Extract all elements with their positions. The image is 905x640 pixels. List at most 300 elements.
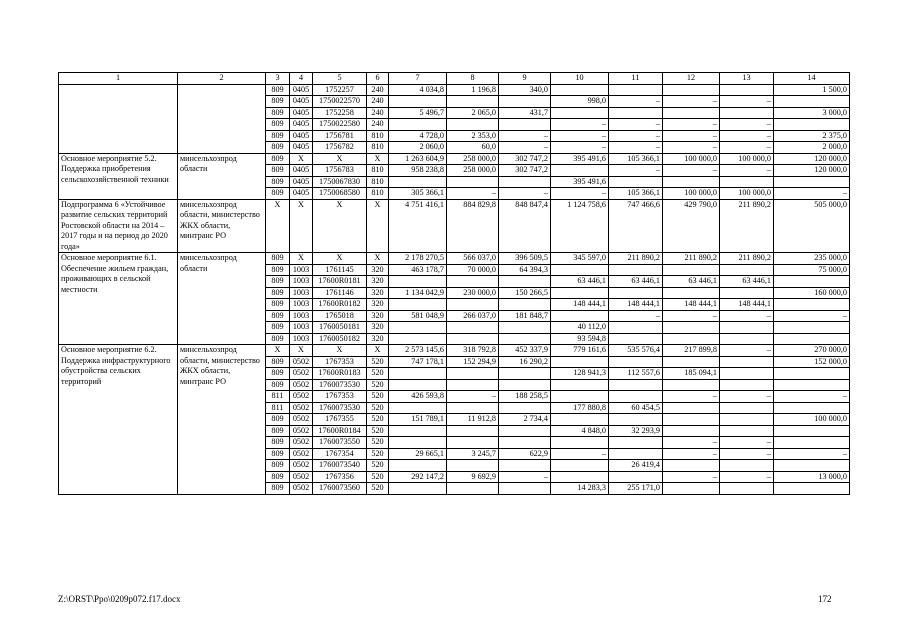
table-cell xyxy=(720,414,774,426)
table-cell xyxy=(774,96,850,108)
table-cell: – xyxy=(663,471,720,483)
table-cell xyxy=(389,299,447,311)
table-cell: 396 509,5 xyxy=(499,253,551,265)
table-cell: – xyxy=(663,119,720,131)
table-cell: 4 728,0 xyxy=(389,130,447,142)
table-cell xyxy=(663,84,720,96)
table-cell: 2 000,0 xyxy=(774,142,850,154)
table-cell: 395 491,6 xyxy=(551,176,609,188)
table-cell: – xyxy=(720,391,774,403)
table-cell: 270 000,0 xyxy=(774,345,850,357)
table-cell: 1750022570 xyxy=(313,96,367,108)
table-cell: – xyxy=(663,391,720,403)
table-cell: – xyxy=(663,448,720,460)
table-cell xyxy=(389,176,447,188)
table-cell: 998,0 xyxy=(551,96,609,108)
table-cell xyxy=(499,276,551,288)
table-cell: 320 xyxy=(367,333,389,345)
table-cell: 63 446,1 xyxy=(720,276,774,288)
table-cell xyxy=(720,460,774,472)
executor-name xyxy=(178,84,266,153)
table-cell: 809 xyxy=(266,153,290,165)
table-cell: X xyxy=(266,345,290,357)
table-cell xyxy=(499,460,551,472)
table-cell xyxy=(663,264,720,276)
table-cell: 1003 xyxy=(290,322,313,334)
table-cell: 60,0 xyxy=(447,142,499,154)
table-cell: 809 xyxy=(266,130,290,142)
table-cell: 463 178,7 xyxy=(389,264,447,276)
table-cell xyxy=(720,107,774,119)
table-cell xyxy=(499,119,551,131)
table-cell xyxy=(447,483,499,495)
table-cell: 40 112,0 xyxy=(551,322,609,334)
table-cell xyxy=(609,356,663,368)
table-cell xyxy=(663,322,720,334)
table-cell xyxy=(774,368,850,380)
table-cell: 211 890,2 xyxy=(720,253,774,265)
table-cell: 320 xyxy=(367,287,389,299)
column-header: 7 xyxy=(389,73,447,85)
table-cell xyxy=(774,119,850,131)
table-cell xyxy=(774,299,850,311)
table-cell xyxy=(720,402,774,414)
table-cell: 2 065,0 xyxy=(447,107,499,119)
table-cell: 17600R0183 xyxy=(313,368,367,380)
table-cell: 4 034,8 xyxy=(389,84,447,96)
table-cell: – xyxy=(663,142,720,154)
table-cell: 2 353,0 xyxy=(447,130,499,142)
table-cell xyxy=(499,176,551,188)
table-cell: 0502 xyxy=(290,448,313,460)
table-cell: 211 890,2 xyxy=(609,253,663,265)
table-cell xyxy=(609,264,663,276)
table-cell xyxy=(774,425,850,437)
footer-page-number: 172 xyxy=(818,594,832,604)
table-cell xyxy=(551,107,609,119)
table-cell: 1752258 xyxy=(313,107,367,119)
table-cell: – xyxy=(663,96,720,108)
column-header: 4 xyxy=(290,73,313,85)
table-cell: 520 xyxy=(367,437,389,449)
table-cell xyxy=(551,165,609,177)
table-cell: 3 000,0 xyxy=(774,107,850,119)
table-cell xyxy=(551,264,609,276)
table-cell: X xyxy=(313,153,367,165)
table-cell: 9 692,9 xyxy=(447,471,499,483)
table-cell xyxy=(389,368,447,380)
table-cell xyxy=(609,333,663,345)
table-cell xyxy=(551,391,609,403)
table-cell: 809 xyxy=(266,471,290,483)
table-cell: 581 048,9 xyxy=(389,310,447,322)
table-cell: 809 xyxy=(266,142,290,154)
table-cell: 128 941,3 xyxy=(551,368,609,380)
column-header: 14 xyxy=(774,73,850,85)
table-cell: 520 xyxy=(367,425,389,437)
table-cell: – xyxy=(499,471,551,483)
table-cell xyxy=(720,264,774,276)
table-cell xyxy=(551,471,609,483)
table-row xyxy=(59,84,850,96)
table-cell: 809 xyxy=(266,356,290,368)
table-cell: 1765018 xyxy=(313,310,367,322)
table-cell: 17600R0181 xyxy=(313,276,367,288)
table-cell xyxy=(389,437,447,449)
header-row xyxy=(59,73,850,85)
table-cell: – xyxy=(720,310,774,322)
table-cell: 320 xyxy=(367,264,389,276)
table-cell: 240 xyxy=(367,119,389,131)
table-cell xyxy=(499,425,551,437)
table-cell xyxy=(551,437,609,449)
table-cell xyxy=(389,402,447,414)
table-cell xyxy=(609,471,663,483)
table-cell: 148 444,1 xyxy=(720,299,774,311)
table-cell xyxy=(389,425,447,437)
table-cell xyxy=(774,402,850,414)
table-cell: 1760073560 xyxy=(313,483,367,495)
table-cell: 75 000,0 xyxy=(774,264,850,276)
table-cell: – xyxy=(774,188,850,200)
table-cell: 320 xyxy=(367,299,389,311)
table-cell: 810 xyxy=(367,142,389,154)
table-cell xyxy=(720,379,774,391)
table-cell: 520 xyxy=(367,402,389,414)
table-cell: 809 xyxy=(266,414,290,426)
table-cell: 0405 xyxy=(290,176,313,188)
table-cell: 152 000,0 xyxy=(774,356,850,368)
table-cell: – xyxy=(447,188,499,200)
table-cell: 63 446,1 xyxy=(551,276,609,288)
table-cell: 809 xyxy=(266,460,290,472)
table-cell: X xyxy=(266,199,290,253)
table-cell: X xyxy=(290,345,313,357)
table-cell xyxy=(551,310,609,322)
executor-name: минсельхозпрод области xyxy=(178,253,266,345)
table-cell: 240 xyxy=(367,96,389,108)
table-cell: X xyxy=(367,253,389,265)
table-cell: 0502 xyxy=(290,425,313,437)
table-cell: 809 xyxy=(266,379,290,391)
table-cell: 148 444,1 xyxy=(551,299,609,311)
executor-name: минсельхозпрод области xyxy=(178,153,266,199)
table-cell: 810 xyxy=(367,188,389,200)
table-cell: 0502 xyxy=(290,471,313,483)
table-cell: 431,7 xyxy=(499,107,551,119)
table-cell: 520 xyxy=(367,414,389,426)
table-cell xyxy=(663,402,720,414)
table-cell xyxy=(663,425,720,437)
table-cell xyxy=(447,368,499,380)
table-cell xyxy=(447,119,499,131)
table-cell: 320 xyxy=(367,310,389,322)
table-cell xyxy=(447,276,499,288)
table-cell: – xyxy=(663,437,720,449)
table-cell: – xyxy=(720,119,774,131)
table-cell xyxy=(609,322,663,334)
table-cell: 105 366,1 xyxy=(609,188,663,200)
table-cell: – xyxy=(551,142,609,154)
table-cell: X xyxy=(290,253,313,265)
table-cell: 177 880,8 xyxy=(551,402,609,414)
table-cell: 0502 xyxy=(290,368,313,380)
table-cell xyxy=(551,287,609,299)
table-cell: 0502 xyxy=(290,437,313,449)
table-cell: 1760050182 xyxy=(313,333,367,345)
table-cell: 809 xyxy=(266,107,290,119)
table-cell xyxy=(609,437,663,449)
table-cell xyxy=(720,425,774,437)
table-cell: 2 060,0 xyxy=(389,142,447,154)
table-cell: – xyxy=(663,130,720,142)
table-cell: – xyxy=(774,448,850,460)
table-cell: 1756782 xyxy=(313,142,367,154)
table-cell: 809 xyxy=(266,84,290,96)
column-header: 13 xyxy=(720,73,774,85)
table-cell: 0502 xyxy=(290,356,313,368)
table-cell: 809 xyxy=(266,483,290,495)
footer-file-path: Z:\ORST\Ppo\0209p072.f17.docx xyxy=(58,594,181,604)
table-cell: 29 665,1 xyxy=(389,448,447,460)
table-cell xyxy=(663,483,720,495)
table-cell: X xyxy=(313,199,367,253)
table-cell: 2 734,4 xyxy=(499,414,551,426)
table-cell: 0405 xyxy=(290,84,313,96)
table-cell: 0405 xyxy=(290,119,313,131)
table-cell: 302 747,2 xyxy=(499,153,551,165)
table-cell xyxy=(551,414,609,426)
table-cell: – xyxy=(609,130,663,142)
table-cell: 520 xyxy=(367,483,389,495)
table-cell: 266 037,0 xyxy=(447,310,499,322)
table-cell xyxy=(499,379,551,391)
table-cell: 151 789,1 xyxy=(389,414,447,426)
table-cell: X xyxy=(290,199,313,253)
table-cell: 0405 xyxy=(290,188,313,200)
table-cell: X xyxy=(313,345,367,357)
table-cell xyxy=(720,322,774,334)
table-cell: 535 576,4 xyxy=(609,345,663,357)
table-cell: 426 593,8 xyxy=(389,391,447,403)
table-cell: 1756783 xyxy=(313,165,367,177)
table-cell xyxy=(499,333,551,345)
table-cell xyxy=(389,119,447,131)
table-cell: 2 178 270,5 xyxy=(389,253,447,265)
table-cell: 240 xyxy=(367,107,389,119)
table-cell: 0502 xyxy=(290,402,313,414)
table-cell: 429 790,0 xyxy=(663,199,720,253)
table-cell: 181 848,7 xyxy=(499,310,551,322)
table-cell: 0405 xyxy=(290,96,313,108)
column-header: 11 xyxy=(609,73,663,85)
table-cell: 1 124 758,6 xyxy=(551,199,609,253)
table-cell xyxy=(720,356,774,368)
table-cell xyxy=(609,448,663,460)
table-cell: 520 xyxy=(367,356,389,368)
table-row xyxy=(59,153,850,165)
table-cell: 2 375,0 xyxy=(774,130,850,142)
table-cell: 345 597,0 xyxy=(551,253,609,265)
table-cell xyxy=(389,276,447,288)
table-cell: 185 094,1 xyxy=(663,368,720,380)
table-cell: – xyxy=(447,391,499,403)
table-cell: 188 258,5 xyxy=(499,391,551,403)
table-cell: 235 000,0 xyxy=(774,253,850,265)
table-cell: – xyxy=(499,130,551,142)
table-cell: 11 912,8 xyxy=(447,414,499,426)
table-cell: 520 xyxy=(367,471,389,483)
table-cell: 63 446,1 xyxy=(663,276,720,288)
table-cell: – xyxy=(551,130,609,142)
table-cell: 0502 xyxy=(290,414,313,426)
table-cell: – xyxy=(499,188,551,200)
column-header: 9 xyxy=(499,73,551,85)
table-cell xyxy=(663,356,720,368)
table-cell: 809 xyxy=(266,437,290,449)
table-cell: 320 xyxy=(367,322,389,334)
table-cell: 809 xyxy=(266,333,290,345)
table-cell: 1767356 xyxy=(313,471,367,483)
table-cell: 1760073550 xyxy=(313,437,367,449)
table-cell: X xyxy=(290,153,313,165)
table-cell: 809 xyxy=(266,253,290,265)
table-cell xyxy=(774,176,850,188)
table-cell xyxy=(720,368,774,380)
table-cell: 811 xyxy=(266,402,290,414)
table-cell: 0502 xyxy=(290,379,313,391)
table-cell xyxy=(447,96,499,108)
executor-name: минсельхозпрод области, министерство ЖКХ области, минтранс РО xyxy=(178,345,266,495)
table-cell xyxy=(609,176,663,188)
table-cell: – xyxy=(774,391,850,403)
table-cell: 60 454,5 xyxy=(609,402,663,414)
table-cell xyxy=(447,299,499,311)
table-cell: 340,0 xyxy=(499,84,551,96)
table-cell xyxy=(609,414,663,426)
table-cell: 520 xyxy=(367,368,389,380)
table-cell: 1760073540 xyxy=(313,460,367,472)
table-cell: 120 000,0 xyxy=(774,165,850,177)
table-cell xyxy=(389,379,447,391)
table-cell: – xyxy=(609,165,663,177)
table-cell xyxy=(551,379,609,391)
table-cell xyxy=(499,96,551,108)
table-cell: 302 747,2 xyxy=(499,165,551,177)
table-cell: 211 890,2 xyxy=(663,253,720,265)
table-cell: 747 178,1 xyxy=(389,356,447,368)
table-cell: 848 847,4 xyxy=(499,199,551,253)
table-cell: 148 444,1 xyxy=(609,299,663,311)
table-cell: 112 557,6 xyxy=(609,368,663,380)
table-cell: 4 848,0 xyxy=(551,425,609,437)
table-cell xyxy=(774,322,850,334)
table-cell xyxy=(389,96,447,108)
table-cell xyxy=(774,437,850,449)
table-cell: 100 000,0 xyxy=(774,414,850,426)
table-cell: 809 xyxy=(266,425,290,437)
table-cell: – xyxy=(720,437,774,449)
table-cell: – xyxy=(663,165,720,177)
table-cell xyxy=(663,333,720,345)
table-cell: – xyxy=(551,119,609,131)
column-header: 6 xyxy=(367,73,389,85)
table-cell xyxy=(720,483,774,495)
table-cell: 3 245,7 xyxy=(447,448,499,460)
table-cell: 64 394,3 xyxy=(499,264,551,276)
budget-table xyxy=(58,72,850,495)
table-cell: – xyxy=(720,448,774,460)
table-cell: – xyxy=(774,310,850,322)
table-cell xyxy=(499,368,551,380)
table-cell: 0405 xyxy=(290,142,313,154)
table-cell: 318 792,8 xyxy=(447,345,499,357)
table-cell: 809 xyxy=(266,188,290,200)
table-cell: – xyxy=(720,96,774,108)
table-cell: – xyxy=(720,142,774,154)
table-cell xyxy=(774,379,850,391)
table-cell: 100 000,0 xyxy=(720,188,774,200)
table-cell xyxy=(663,176,720,188)
table-cell: 622,9 xyxy=(499,448,551,460)
table-cell: 14 283,3 xyxy=(551,483,609,495)
table-cell: 1003 xyxy=(290,287,313,299)
table-cell: 809 xyxy=(266,287,290,299)
table-cell xyxy=(389,483,447,495)
table-cell: 809 xyxy=(266,119,290,131)
program-name: Подпрограмма 6 «Устойчивое развитие сельских территорий Ростовской области на 2014 – 2017 годы и на период до 2020 года» xyxy=(59,199,178,253)
table-cell: 1 134 042,9 xyxy=(389,287,447,299)
table-cell: 505 000,0 xyxy=(774,199,850,253)
table-cell xyxy=(551,460,609,472)
table-cell: 17600R0182 xyxy=(313,299,367,311)
table-cell: 1760050181 xyxy=(313,322,367,334)
table-cell: 0502 xyxy=(290,391,313,403)
program-name: Основное мероприятие 6.2. Поддержка инфраструктурного обустройства сельских территорий xyxy=(59,345,178,495)
table-cell xyxy=(389,460,447,472)
table-cell: 1 263 604,9 xyxy=(389,153,447,165)
table-cell: – xyxy=(663,310,720,322)
table-cell xyxy=(720,287,774,299)
table-cell: 120 000,0 xyxy=(774,153,850,165)
column-header: 2 xyxy=(178,73,266,85)
table-cell xyxy=(499,402,551,414)
table-row xyxy=(59,199,850,253)
table-cell: 810 xyxy=(367,165,389,177)
table-cell: 809 xyxy=(266,299,290,311)
table-cell: 809 xyxy=(266,176,290,188)
table-cell xyxy=(663,107,720,119)
table-cell: 240 xyxy=(367,84,389,96)
table-cell: 26 419,4 xyxy=(609,460,663,472)
table-cell xyxy=(774,276,850,288)
table-cell: 292 147,2 xyxy=(389,471,447,483)
table-cell xyxy=(447,437,499,449)
table-cell: – xyxy=(499,142,551,154)
table-cell: – xyxy=(609,96,663,108)
table-cell: 1003 xyxy=(290,333,313,345)
table-cell: 958 238,8 xyxy=(389,165,447,177)
table-cell xyxy=(609,379,663,391)
table-cell: 452 337,9 xyxy=(499,345,551,357)
table-cell: – xyxy=(720,471,774,483)
table-cell: 217 899,8 xyxy=(663,345,720,357)
table-cell: 1750067830 xyxy=(313,176,367,188)
table-cell: 258 000,0 xyxy=(447,165,499,177)
table-cell: 255 171,0 xyxy=(609,483,663,495)
table-cell xyxy=(720,84,774,96)
table-cell: 105 366,1 xyxy=(609,153,663,165)
